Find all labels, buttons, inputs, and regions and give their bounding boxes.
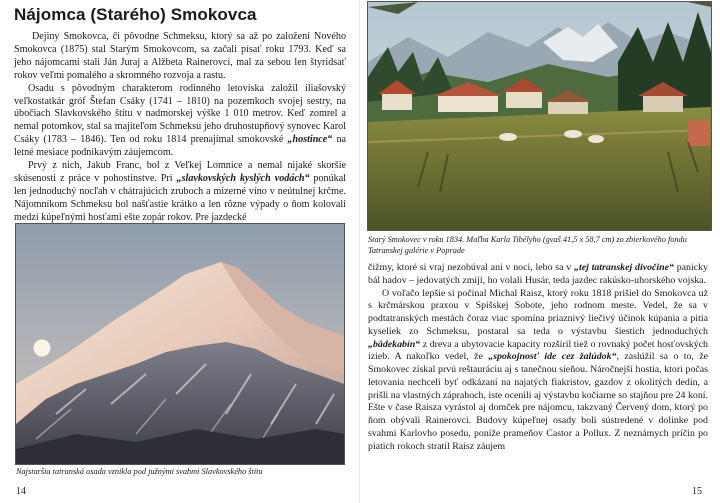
- painting-caption: Starý Smokovec v roku 1834. Maľba Karla Tibélyho (gvaš 41,5 x 58,7 cm) zo zbierkového fondu Tatranskej galérie v Poprade: [368, 235, 687, 255]
- text-run: Osadu s pôvodným charakterom rodinného letoviska založil iliašovský veľkostatkár gróf Štefan Csáky (1741 – 1810) na pozemkoch svojej sestry, na úbočiach Slavkovského štítu v nadmorskej výške 1 010 metrov. Keď zomrel a nemal potomkov, stal sa majiteľom Schmeksu jeho druhostupňový synovec Karol Csáky (1783 – 1846). Ten od roku 1814 prenajímal smokovské: [14, 82, 346, 146]
- text-run: na letné mesiace podnikavým záujemcom.: [14, 134, 346, 159]
- italic-phrase: „slavkovských kyslých vodách“: [176, 172, 310, 184]
- text-run: čižmy, ktoré si vraj nezobúval ani v noci, lebo sa v: [368, 262, 575, 273]
- text-run: , zaslúžil sa o to, že Smokovec získal prvú reštauráciu aj s tanečnou sieňou. Náročnejší hostia, ktorí počas letovania nechceli byť odkázaní na najatých fiakristov, gazdov z okolitých dedín, a prišli na vlastných záprahoch, iste ocenili aj výstavbu kočiarne so stajňou pre 24 koní. Ešte v čase Raisza vyrástol aj domček pre nájomcu, takzvaný Červený dom, ktorý po ňom obývali Rainerovci. Budovy kúpeľnej osady boli sústredené v dolinke pod svahmi Karlovho posedu, poniže prameňov Castor a Pollux. Z neznámych príčin po piatich rokoch stratil Raisz záujem: [368, 351, 708, 452]
- text-run: O voľačo lepšie si počínal Michal Raisz, ktorý roku 1818 prišiel do Smokovca už s krčmárskou praxou v Spišskej Sobote, jeho rodnom meste. Vedel, že sa v podtatranských mestách čoraz viac spomína priaznivý liečivý účinok kúpania a pitia kyseliek zo Schmeksu, postaral sa teda o výstavbu šiestich jednoduchých: [368, 287, 708, 337]
- text-run: z dreva a ubytovacie kapacity rozšíril tiež o rovnaký počet hosťovských izieb. A nakoľko vedel, že: [368, 338, 708, 363]
- body-paragraph: [368, 262, 708, 288]
- painting-image: [367, 1, 712, 231]
- page-number-left: 14: [16, 486, 26, 497]
- body-paragraph: [14, 160, 346, 225]
- left-body-text: [14, 31, 346, 225]
- body-paragraph: [368, 288, 708, 454]
- page-title: Nájomca (Starého) Smokovca: [14, 5, 257, 24]
- italic-phrase: „bädekabín“: [368, 338, 421, 350]
- right-page: [360, 0, 720, 503]
- italic-phrase: „tej tatranskej divočine“: [574, 262, 674, 273]
- italic-phrase: „spokojnosť ide cez žalúdok“: [488, 351, 617, 363]
- mountain-photo: [15, 223, 345, 465]
- right-body-text: [368, 262, 708, 453]
- photo-caption: Najstaršia tatranská osada vznikla pod južnými svahmi Slavkovského štítu: [16, 467, 263, 476]
- text-run: ponúkal len jednoduchý nocľah v chátrajúcich zruboch a mizerné víno v neútulnej krčme. Nájomníkom Schmeksu bol našťastie krátko a len rôzne výpady o ňom kolovali medzi kúpeľnými hosťami ešte zopár rokov. Pre jazdecké: [14, 172, 346, 223]
- page-number-right: 15: [692, 486, 702, 497]
- text-run: Dejiny Smokovca, či pôvodne Schmeksu, ktorý sa až po založení Nového Smokovca (1875) stal Starým Smokovcom, sa začali písať roku 1793. Keď sa jeho nájomcami stali Ján Juraj a Alžbeta Rainerovci, mal za sebou len štyridsať rokov veľmi pomalého a skromného rozvoja a rastu.: [14, 31, 346, 81]
- italic-phrase: „hostince“: [287, 134, 333, 146]
- body-paragraph: [14, 31, 346, 83]
- body-paragraph: [14, 83, 346, 160]
- text-run: Prvý z nich, Jakub Franc, bol z Veľkej Lomnice a nemal nijaké skoršie skúsenosti z práce v pohostinstve. Pri: [14, 160, 346, 184]
- text-run: panicky bál hadov – jedovatých zmijí, ho volali Husár, teda jazdec rakúsko-uhorského vojska.: [368, 262, 708, 286]
